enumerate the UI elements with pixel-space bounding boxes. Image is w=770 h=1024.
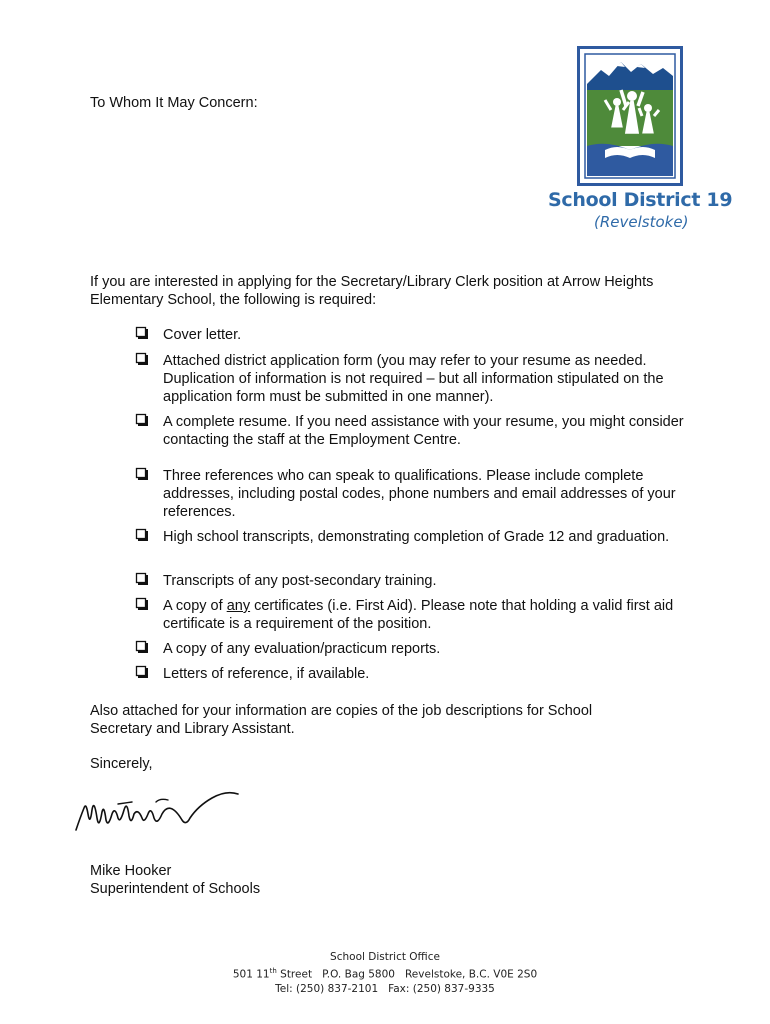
footer-phone: Tel: (250) 837-2101 xyxy=(275,982,379,995)
requirement-text: Three references who can speak to qualifications. Please include complete addresses, including postal codes, phone numbers and email addresses of your references. xyxy=(163,468,676,520)
checkbox-icon xyxy=(135,640,149,654)
checkbox-icon xyxy=(135,528,149,542)
closing: Sincerely, xyxy=(90,756,153,772)
requirement-text: A copy of any evaluation/practicum reports. xyxy=(163,641,441,657)
footer-street-name: Street xyxy=(276,968,313,981)
logo-subtitle: (Revelstoke) xyxy=(594,213,689,231)
underlined-word: any xyxy=(226,598,251,614)
requirement-text-start: A copy of xyxy=(163,598,227,614)
requirement-text: Transcripts of any post-secondary training. xyxy=(163,573,437,589)
signer-title: Superintendent of Schools xyxy=(90,881,261,897)
checkbox-icon xyxy=(135,326,149,340)
footer-po-box: P.O. Bag 5800 xyxy=(322,968,395,981)
footer xyxy=(0,950,770,996)
checkbox-icon xyxy=(135,467,149,481)
logo-name: School District 19 xyxy=(548,189,733,211)
checkbox-icon xyxy=(135,413,149,427)
signer-name: Mike Hooker xyxy=(90,863,172,879)
footer-address xyxy=(0,964,770,982)
checkbox-icon xyxy=(135,597,149,611)
footer-contact xyxy=(0,982,770,996)
footer-city: Revelstoke, B.C. V0E 2S0 xyxy=(404,968,538,981)
greeting: To Whom It May Concern: xyxy=(90,95,258,111)
checkbox-icon xyxy=(135,352,149,366)
requirement-text: High school transcripts, demonstrating completion of Grade 12 and graduation. xyxy=(163,529,670,545)
footer-street-suffix: th xyxy=(269,967,277,975)
checkbox-icon xyxy=(135,665,149,679)
also-paragraph: Also attached for your information are copies of the job descriptions for School Secretary and Library Assistant. xyxy=(90,703,593,737)
requirement-text: Cover letter. xyxy=(163,327,242,343)
intro-paragraph: If you are interested in applying for the Secretary/Library Clerk position at Arrow Heights Elementary School, the following is required: xyxy=(90,274,654,308)
requirement-text: A complete resume. If you need assistance with your resume, you might consider contacting the staff at the Employment Centre. xyxy=(163,414,684,448)
requirement-text: Letters of reference, if available. xyxy=(163,666,370,682)
requirement-text xyxy=(163,597,688,633)
requirement-text: Attached district application form (you may refer to your resume as needed. Duplication of information is not required – but all information stipulated on the application form must be submitted in one manner). xyxy=(163,353,664,405)
requirement-text-end: certificates (i.e. First Aid). Please note that holding a valid first aid certificate is a requirement of the position. xyxy=(163,598,674,632)
footer-fax: Fax: (250) 837-9335 xyxy=(388,982,495,995)
footer-street-number: 501 11 xyxy=(232,968,270,981)
checkbox-icon xyxy=(135,572,149,586)
footer-office: School District Office xyxy=(330,951,440,963)
signature xyxy=(72,784,242,838)
school-district-logo xyxy=(577,46,683,186)
